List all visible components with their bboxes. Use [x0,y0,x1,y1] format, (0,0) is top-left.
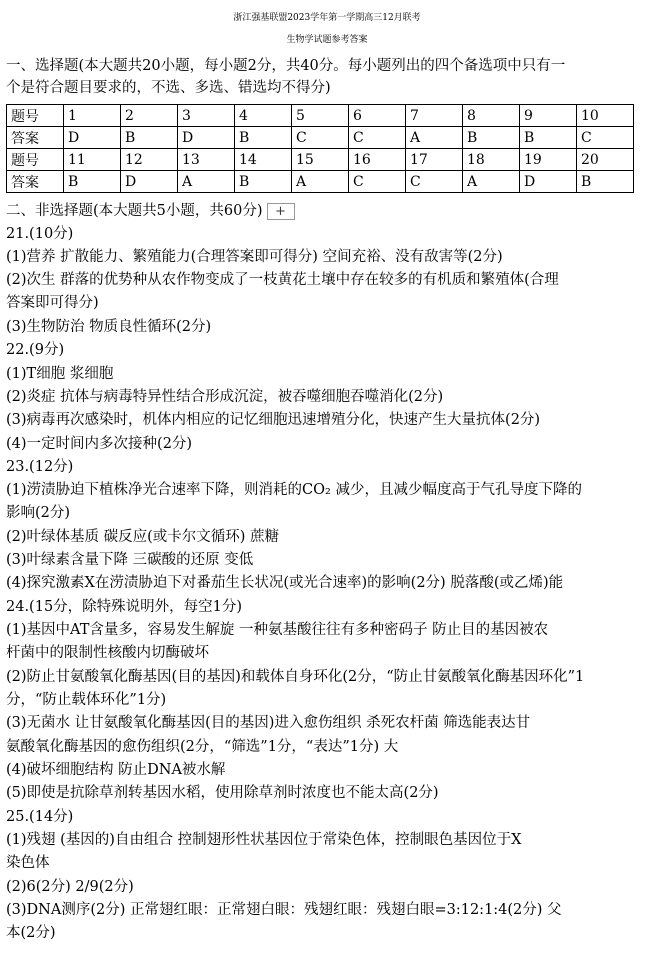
table-cell: 2 [121,105,178,127]
q21-line: (1)营养 扩散能力、繁殖能力(合理答案即可得分) 空间充裕、没有敌害等(2分) [6,249,503,265]
q24-line: (1)基因中AT含量多，容易发生解旋 一种氨基酸往往有多种密码子 防止目的基因被农 [6,622,549,638]
q24-line: 氨酸氧化酶基因的愈伤组织(2分，“筛选”1分，“表达”1分) 大 [6,739,399,755]
table-cell: A [178,171,235,193]
table-cell: D [64,127,121,149]
q21-line: (3)生物防治 物质良性循环(2分) [6,319,212,335]
table-cell: B [463,127,520,149]
table-cell: 19 [520,149,577,171]
q22-heading: 22.(9分) [6,342,65,358]
table-cell: D [121,171,178,193]
table-cell: C [406,171,463,193]
table-cell: 答案 [7,171,64,193]
table-cell: 1 [64,105,121,127]
page-subtitle: 生物学试题参考答案 [286,35,368,45]
table-cell: C [577,127,634,149]
table-cell: B [235,127,292,149]
table-cell: 12 [121,149,178,171]
q21-line: 答案即可得分) [6,295,99,311]
q22-line: (4)一定时间内多次接种(2分) [6,436,193,452]
q25-line: (1)残翅 (基因的)自由组合 控制翅形性状基因位于常染色体，控制眼色基因位于X [6,832,522,848]
section1-line2: 个是符合题目要求的，不选、多选、错选均不得分) [6,80,331,96]
table-row [7,171,634,193]
q25-line: (2)6(2分) 2/9(2分) [6,879,134,895]
table-cell: C [349,171,406,193]
q24-line: 分，“防止载体环化”1分) [6,692,167,708]
section2-heading-row [6,201,295,222]
q24-line: (4)破坏细胞结构 防止DNA被水解 [6,762,226,778]
table-row [7,105,634,127]
answer-table [6,104,634,193]
table-cell: 题号 [7,105,64,127]
q24-heading: 24.(15分，除特殊说明外，每空1分) [6,599,243,615]
add-table-row-button[interactable]: + [267,203,295,220]
table-cell: 11 [64,149,121,171]
q25-line: 染色体 [6,855,50,871]
q23-heading: 23.(12分) [6,459,74,475]
q24-line: (2)防止甘氨酸氧化酶基因(目的基因)和载体自身环化(2分，“防止甘氨酸氧化酶基因环化”1 [6,669,585,685]
table-cell: 8 [463,105,520,127]
table-cell: D [520,171,577,193]
q23-line: (3)叶绿素含量下降 三碳酸的还原 变低 [6,552,254,568]
table-cell: 答案 [7,127,64,149]
q23-line: (4)探究激素X在涝渍胁迫下对番茄生长状况(或光合速率)的影响(2分) 脱落酸(或乙烯)能 [6,575,564,591]
table-cell: B [235,171,292,193]
q25-line: 本(2分) [6,925,56,941]
table-cell: 5 [292,105,349,127]
section1-line1: 一、选择题(本大题共20小题，每小题2分，共40分。每小题列出的四个备选项中只有一 [6,58,566,74]
table-cell: 13 [178,149,235,171]
table-cell: A [406,127,463,149]
q25-heading: 25.(14分) [6,809,74,825]
table-cell: 18 [463,149,520,171]
section2-heading: 二、非选择题(本大题共5小题，共60分) [6,203,263,219]
table-cell: A [463,171,520,193]
table-cell: 4 [235,105,292,127]
q21-line: (2)次生 群落的优势种从农作物变成了一枝黄花土壤中存在较多的有机质和繁殖体(合理 [6,272,559,288]
table-cell: B [577,171,634,193]
table-cell: 6 [349,105,406,127]
table-cell: 20 [577,149,634,171]
table-cell: 10 [577,105,634,127]
q24-line: (3)无菌水 让甘氨酸氧化酶基因(目的基因)进入愈伤组织 杀死农杆菌 筛选能表达甘 [6,715,531,731]
q22-line: (1)T细胞 浆细胞 [6,366,114,382]
table-cell: A [292,171,349,193]
table-cell: 题号 [7,149,64,171]
table-cell: 7 [406,105,463,127]
table-row [7,149,634,171]
table-cell: 16 [349,149,406,171]
table-row [7,127,634,149]
table-cell: B [121,127,178,149]
table-cell: 14 [235,149,292,171]
q22-line: (3)病毒再次感染时，机体内相应的记忆细胞迅速增殖分化，快速产生大量抗体(2分) [6,412,541,428]
q22-line: (2)炎症 抗体与病毒特异性结合形成沉淀，被吞噬细胞吞噬消化(2分) [6,389,444,405]
q24-line: 杆菌中的限制性核酸内切酶破坏 [6,645,209,661]
table-cell: 3 [178,105,235,127]
table-cell: B [64,171,121,193]
page-title: 浙江强基联盟2023学年第一学期高三12月联考 [233,13,421,23]
table-cell: 17 [406,149,463,171]
table-cell: C [292,127,349,149]
q25-line: (3)DNA测序(2分) 正常翅红眼：正常翅白眼：残翅红眼：残翅白眼=3:12:1:4(2分) 父 [6,902,562,918]
table-cell: 15 [292,149,349,171]
table-cell: B [520,127,577,149]
q23-line: (2)叶绿体基质 碳反应(或卡尔文循环) 蔗糖 [6,529,280,545]
q24-line: (5)即使是抗除草剂转基因水稻，使用除草剂时浓度也不能太高(2分) [6,785,439,801]
q23-line: 影响(2分) [6,505,71,521]
q21-heading: 21.(10分) [6,226,74,242]
table-cell: D [178,127,235,149]
table-cell: C [349,127,406,149]
q23-line: (1)涝渍胁迫下植株净光合速率下降，则消耗的CO₂ 减少，且减少幅度高于气孔导度下降的 [6,482,582,498]
table-cell: 9 [520,105,577,127]
